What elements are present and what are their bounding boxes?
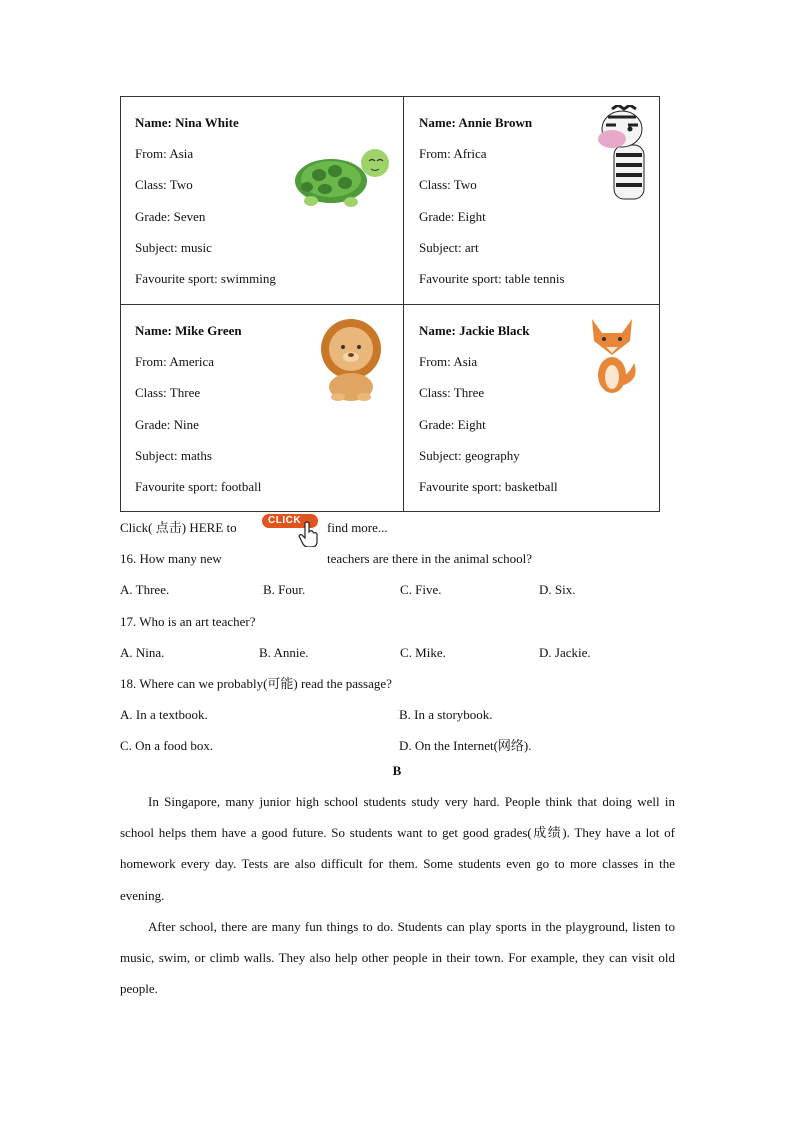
click-line [120, 519, 237, 537]
click-line-before: Click( 点击) HERE to [120, 520, 237, 535]
zebra-icon [592, 105, 652, 201]
teacher-info-table [120, 96, 660, 512]
card-sport: Favourite sport: table tennis [419, 270, 565, 286]
card-subject: Subject: art [419, 239, 479, 255]
paragraph-1: In Singapore, many junior high school students study very hard. People think that doing well in school helps them have a good future. So students want to get good grades(成绩). They have a lot of homework every day. Tests are also difficult for them. Some students even go to more classes in the evening. [120, 794, 675, 903]
fox-icon [584, 315, 640, 395]
card-mike [121, 305, 404, 511]
card-grade: Grade: Seven [135, 208, 206, 224]
click-line-after: find more... [327, 520, 388, 535]
card-name: Name: Jackie Black [419, 323, 530, 338]
question-16-end: teachers are there in the animal school? [327, 551, 533, 566]
question-17: 17. Who is an art teacher? [120, 614, 256, 629]
question-16-start: 16. How many new [120, 551, 222, 566]
q17-option-b: B. Annie. [259, 645, 309, 660]
q18-option-d: D. On the Internet(网络). [399, 738, 532, 753]
card-grade: Grade: Nine [135, 416, 199, 432]
q17-option-c: C. Mike. [400, 645, 446, 660]
card-class: Class: Two [419, 177, 477, 193]
card-from: From: Asia [135, 146, 194, 162]
question-18: 18. Where can we probably(可能) read the passage? [120, 676, 392, 691]
card-from: From: Asia [419, 354, 478, 370]
card-grade: Grade: Eight [419, 416, 486, 432]
card-from: From: America [135, 354, 215, 370]
paragraph-2: After school, there are many fun things to do. Students can play sports in the playground, listen to music, swim, or climb walls. They also help other people in their town. For example, they can visit old people. [120, 919, 675, 997]
card-from: From: Africa [419, 146, 487, 162]
card-subject: Subject: maths [135, 447, 212, 463]
card-class: Class: Three [419, 385, 485, 401]
card-name: Name: Annie Brown [419, 115, 533, 130]
q18-option-a: A. In a textbook. [120, 707, 208, 722]
card-sport: Favourite sport: football [135, 478, 262, 494]
card-grade: Grade: Eight [419, 208, 486, 224]
card-class: Class: Three [135, 385, 201, 401]
card-subject: Subject: music [135, 239, 212, 255]
card-jackie [404, 305, 659, 511]
pointer-hand-icon [298, 521, 320, 547]
q17-option-a: A. Nina. [120, 645, 165, 660]
lion-icon [316, 317, 386, 401]
click-here-button[interactable]: CLICK [262, 514, 318, 528]
q18-option-b: B. In a storybook. [399, 707, 493, 722]
card-name: Name: Nina White [135, 115, 239, 130]
card-class: Class: Two [135, 177, 193, 193]
card-sport: Favourite sport: swimming [135, 270, 276, 286]
turtle-icon [291, 145, 391, 207]
card-sport: Favourite sport: basketball [419, 478, 558, 494]
section-heading: B [392, 763, 402, 778]
q17-option-d: D. Jackie. [539, 645, 591, 660]
q16-option-a: A. Three. [120, 582, 170, 597]
q16-option-b: B. Four. [263, 582, 306, 597]
card-subject: Subject: geography [419, 447, 520, 463]
card-annie [404, 97, 659, 305]
q16-option-c: C. Five. [400, 582, 442, 597]
card-nina [121, 97, 404, 305]
q18-option-c: C. On a food box. [120, 738, 214, 753]
card-name: Name: Mike Green [135, 323, 242, 338]
q16-option-d: D. Six. [539, 582, 576, 597]
